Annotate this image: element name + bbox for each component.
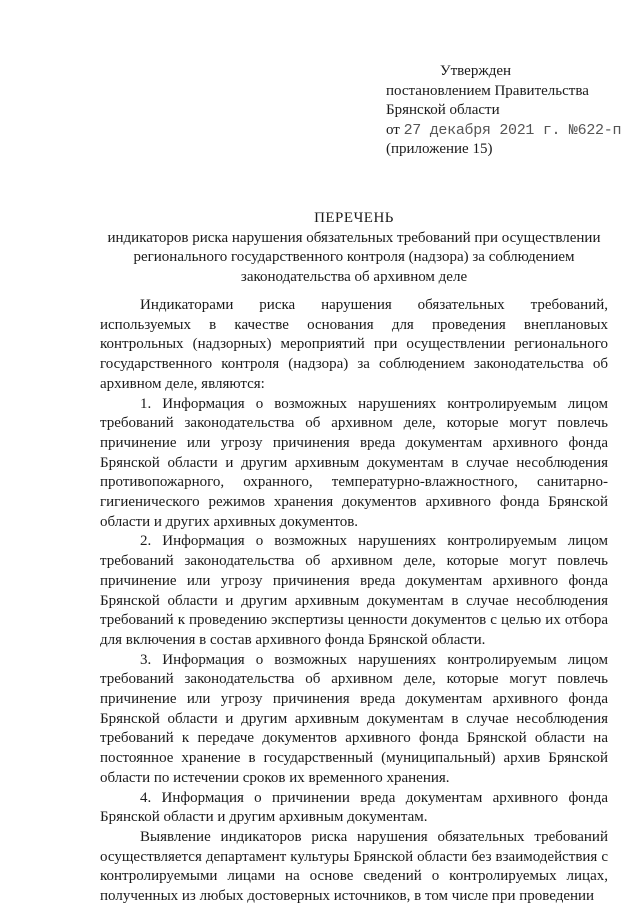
paragraph-detection: Выявление индикаторов риска нарушения обязательных требований осуществляется департамент культуры Брянской области без взаимодействия с контролируемыми лицами на основе сведений о контролируемых лицах, полученных из любых достоверных источников, в том числе при проведении: [100, 828, 608, 905]
approval-line-resolution: постановлением Правительства: [386, 82, 589, 99]
approval-line-appendix: (приложение 15): [386, 141, 493, 157]
document-body: [100, 296, 608, 907]
paragraph-item-4: 4. Информация о причинении вреда документам архивного фонда Брянской области и другим архивным документам.: [100, 789, 608, 826]
approval-line-date: [386, 121, 636, 141]
paragraph-item-2: 2. Информация о возможных нарушениях контролируемым лицом требований законодательства об архивном деле, которые могут повлечь причинение или угрозу причинения вреда документам архивного фонда Брянской области и другим архивным документам в случае несоблюдения требований к проведению экспертизы ценности документов с целью их отбора для включения в состав архивного фонда Брянской области.: [100, 533, 608, 648]
approval-line-region: Брянской области: [386, 102, 500, 118]
paragraph-intro: Индикаторами риска нарушения обязательных требований, используемых в качестве основания для проведения внеплановых контрольных (надзорных) мероприятий при осуществлении регионального государственного контроля (надзора) за соблюдением законодательства об архивном деле, являются:: [100, 297, 608, 392]
approval-line-approved: Утвержден: [440, 63, 512, 79]
approval-stamp: [386, 62, 636, 160]
title-heading: ПЕРЕЧЕНЬ: [314, 210, 394, 226]
date-value: 27 декабря 2021 г. №622-п: [403, 121, 622, 139]
paragraph-item-3: 3. Информация о возможных нарушениях контролируемым лицом требований законодательства об архивном деле, которые могут повлечь причинение или угрозу причинения вреда документам архивного фонда Брянской области и другим архивным документам в случае несоблюдения требований к передаче документов архивного фонда Брянской области на постоянное хранение в государственный (муниципальный) архив Брянской области по истечении сроков их временного хранения.: [100, 651, 608, 786]
title-subtitle: индикаторов риска нарушения обязательных требований при осуществлении регионального государственного контроля (надзора) за соблюдением законодательства об архивном деле: [107, 229, 601, 285]
document-title: [100, 209, 608, 287]
date-prefix: от: [386, 121, 400, 138]
paragraph-item-1: 1. Информация о возможных нарушениях контролируемым лицом требований законодательства об архивном деле, которые могут повлечь причинение или угрозу причинения вреда документам архивного фонда Брянской области и другим архивным документам в случае несоблюдения противопожарного, охранного, температурно-влажностного, санитарно-гигиенического режимов хранения документов архивного фонда Брянской области и других архивных документов.: [100, 395, 608, 530]
